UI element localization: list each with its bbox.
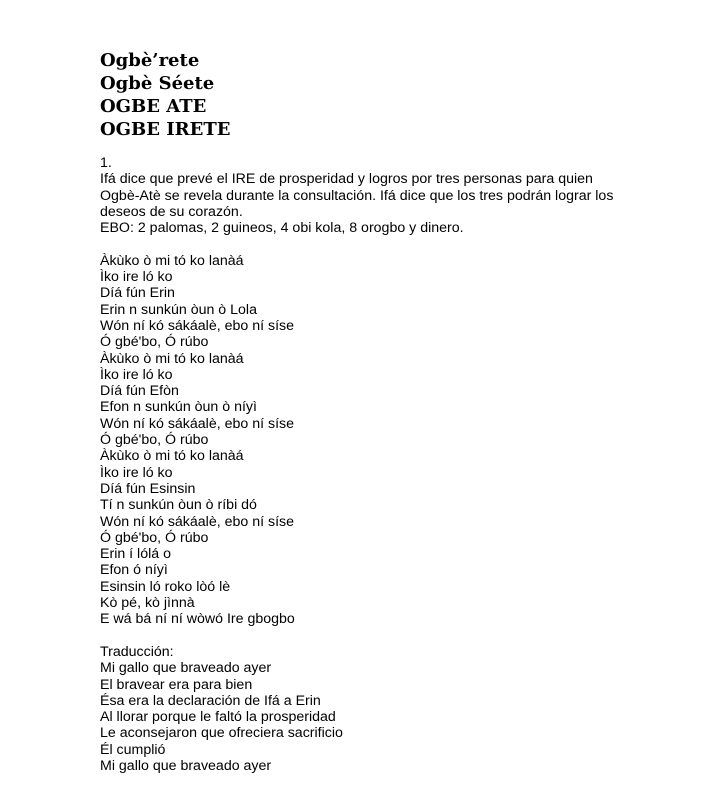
poem-line: Efon ó níyì [100,562,168,579]
poem-line: Díá fún Esinsin [100,480,196,497]
poem-line: Wón ní kó sákáalè, ebo ní síse [100,513,295,530]
poem-line: Àkùko ò mi tó ko lanàá [100,448,244,465]
intro-line: deseos de su corazón. [100,203,243,220]
poem-line: Wón ní kó sákáalè, ebo ní síse [100,415,295,432]
intro-line: Ogbè-Atè se revela durante la consultación. Ifá dice que los tres podrán lograr los [100,187,614,204]
translation-line: Mi gallo que braveado ayer [100,757,272,774]
spacer [100,628,660,644]
title-block [100,49,230,141]
translation-line: Le aconsejaron que ofreciera sacrificio [100,725,343,742]
poem-line: Ìko ire ló ko [100,269,173,286]
title-line-3: OGBE ATE [100,96,207,117]
translation-line: El bravear era para bien [100,676,253,693]
poem-line: Àkùko ò mi tó ko lanàá [100,350,244,367]
poem-line: Wón ní kó sákáalè, ebo ní síse [100,317,295,334]
poem-line: Ìko ire ló ko [100,366,173,383]
poem-line: Ìko ire ló ko [100,464,173,481]
poem-line: Ó gbé'bo, Ó rúbo [100,529,209,546]
translation-line: Mi gallo que braveado ayer [100,660,272,677]
poem-line: Díá fún Erin [100,285,175,302]
poem-line: Díá fún Efòn [100,383,179,400]
title-line-4: OGBE IRETE [100,119,231,140]
poem-line: Erin í lólá o [100,546,171,563]
section-number: 1. [100,155,112,171]
translation-verses [100,660,660,774]
intro-paragraph [100,171,660,220]
poem-verses [100,253,660,628]
title-line-2: Ogbè Séete [100,73,215,94]
poem-line: Erin n sunkún òun ò Lola [100,301,257,318]
poem-line: E wá bá ní ní wòwó Ire gbogbo [100,611,295,628]
body-text [100,155,660,774]
spacer [100,236,660,252]
poem-line: Ó gbé'bo, Ó rúbo [100,432,209,449]
title-line-1: Ogbè’rete [100,50,200,71]
intro-line: Ifá dice que prevé el IRE de prosperidad y logros por tres personas para quien [100,171,593,188]
poem-line: Esinsin ló roko lòó lè [100,578,231,595]
poem-line: Tí n sunkún òun ò ríbi dó [100,497,257,514]
translation-line: Al llorar porque le faltó la prosperidad [100,709,336,726]
translation-heading: Traducción: [100,643,174,660]
ebo-line: EBO: 2 palomas, 2 guineos, 4 obi kola, 8 orogbo y dinero. [100,220,464,237]
translation-line: Él cumplió [100,741,166,758]
poem-line: Efon n sunkún òun ò níyì [100,399,257,416]
poem-line: Àkùko ò mi tó ko lanàá [100,252,244,269]
poem-line: Kò pé, kò jìnnà [100,595,195,612]
poem-line: Ó gbé'bo, Ó rúbo [100,334,209,351]
translation-line: Ésa era la declaración de Ifá a Erin [100,692,321,709]
